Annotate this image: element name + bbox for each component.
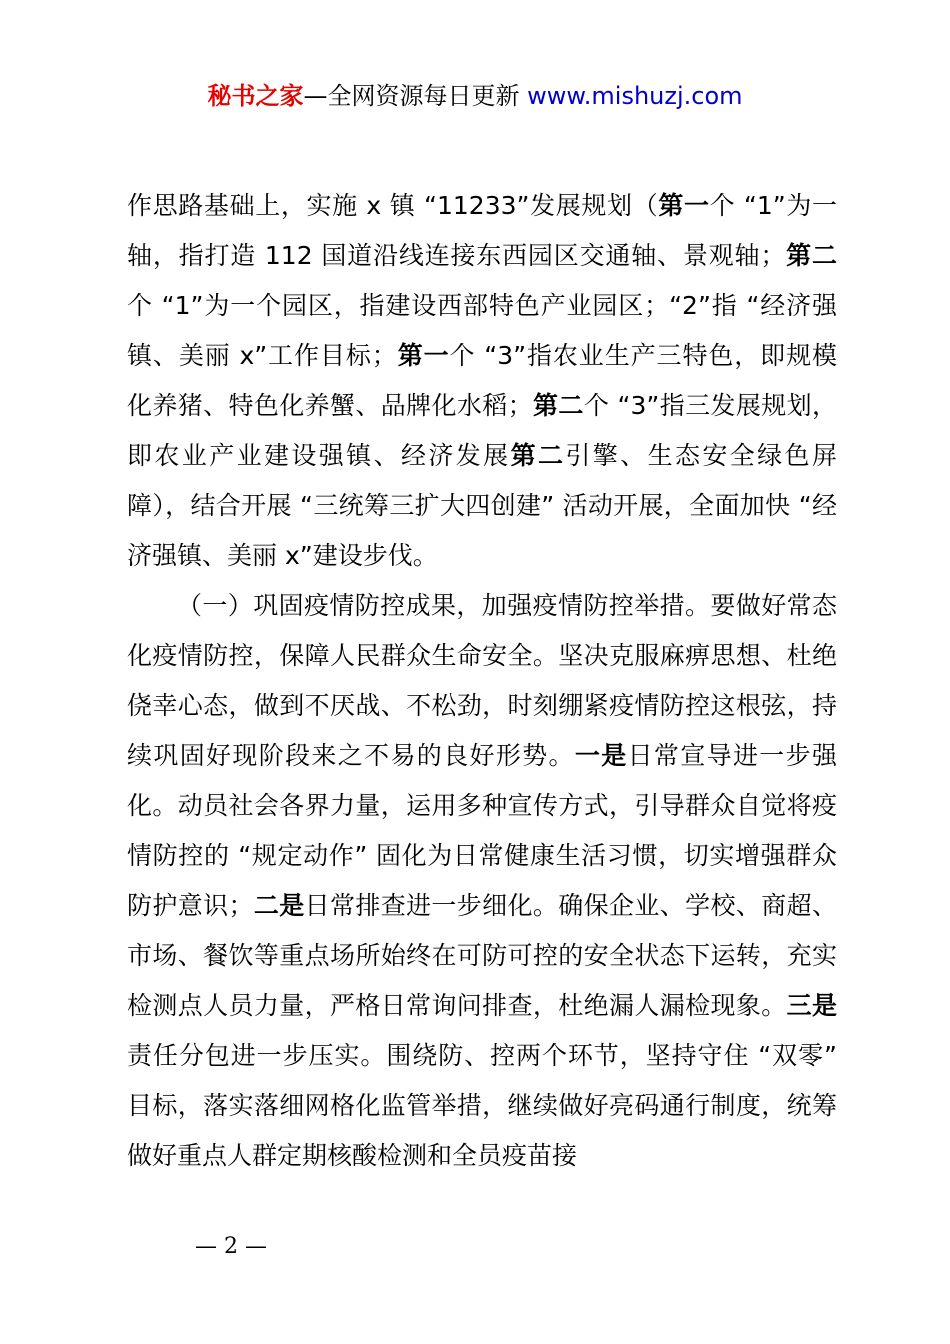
bold-run: 第二 [510, 441, 566, 470]
text-run: 作思路基础上，实施 x 镇 “11233”发展规划（ [127, 191, 659, 220]
bold-run: 第二 [532, 391, 584, 420]
text-run: 日常宣导进一步强化。动员社会各界力量，运用多种宣传方式，引导群众自觉将疫情防控的 “规定动作” 固化为日常健康生活习惯，切实增强群众防护意识； [127, 741, 837, 920]
text-run: 个 “1”为一个园区，指建设西部特色产业园区；“2”指 “经济强镇、美丽 x”工作目标； [127, 291, 837, 370]
page-header [0, 78, 950, 114]
text-run: 个 “1”为一轴，指打造 112 国道沿线连接东西园区交通轴、景观轴； [127, 191, 837, 270]
text-run: 个 “3”指农业生产三特色，即规模化养猪、特色化养蟹、品牌化水稻； [127, 341, 837, 420]
document-body [127, 181, 837, 1181]
text-run: 日常排查进一步细化。确保企业、学校、商超、市场、餐饮等重点场所始终在可防可控的安全状态下运转，充实检测点人员力量，严格日常询问排查，杜绝漏人漏检现象。 [127, 891, 837, 1020]
text-run: 引擎、生态安全绿色屏障），结合开展 “三统筹三扩大四创建” 活动开展，全面加快 “经济强镇、美丽 x”建设步伐。 [127, 441, 837, 570]
header-tagline: —全网资源每日更新 [303, 82, 520, 110]
brand-name: 秘书之家 [207, 82, 304, 110]
paragraph-plan [127, 181, 837, 581]
text-run: 个 “3”指三发展规划，即农业产业建设强镇、经济发展 [127, 391, 837, 470]
bold-run: 第一 [658, 191, 710, 220]
website-link[interactable]: www.mishuzj.com [527, 82, 743, 110]
paragraph-epidemic-control [127, 581, 837, 1181]
bold-run: 第二 [785, 241, 837, 270]
bold-run: 第一 [396, 341, 450, 370]
page-number: — 2 — [195, 1234, 267, 1259]
text-run: 责任分包进一步压实。围绕防、控两个环节，坚持守住 “双零” 目标，落实落细网格化监管举措，继续做好亮码通行制度，统筹做好重点人群定期核酸检测和全员疫苗接 [127, 1041, 837, 1170]
bold-run: 二是 [253, 891, 305, 920]
bold-run: 三是 [786, 991, 837, 1020]
bold-run: 一是 [574, 741, 628, 770]
text-run: （一）巩固疫情防控成果，加强疫情防控举措。要做好常态化疫情防控，保障人民群众生命安全。坚决克服麻痹思想、杜绝侥幸心态，做到不厌战、不松劲，时刻绷紧疫情防控这根弦，持续巩固好现阶段来之不易的良好形势。 [127, 591, 837, 770]
